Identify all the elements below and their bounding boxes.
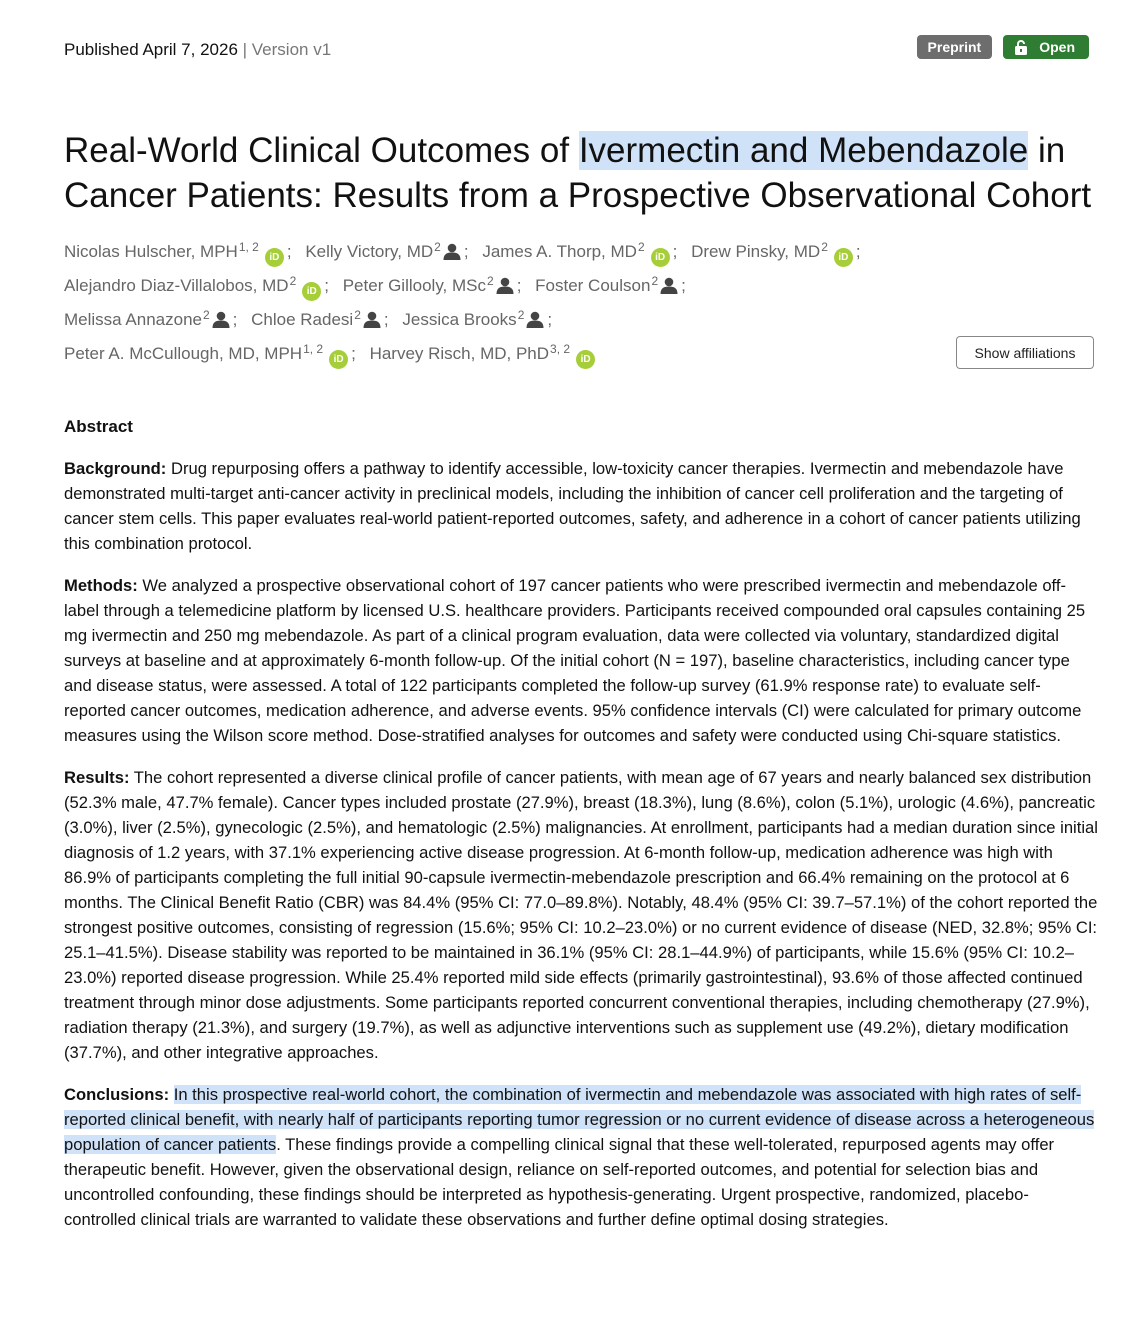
author-separator: ; [351,344,356,363]
preprint-badge-label: Preprint [927,39,982,55]
version-label: Version v1 [251,40,332,59]
author-name[interactable]: Foster Coulson [535,276,651,295]
author-separator: ; [324,276,329,295]
preprint-badge [917,35,993,59]
author[interactable] [535,276,678,295]
title-part-1: Real-World Clinical Outcomes of [64,131,579,170]
background-text: Drug repurposing offers a pathway to identify accessible, low-toxicity cancer therapies. Ivermectin and mebendazole have demonstrated multi-target anti-cancer activity in preclinical models, including the inhibition of cancer cell proliferation and the targeting of cancer stem cells. This paper evaluates real-world patient-reported outcomes, safety, and adherence in a cohort of cancer patients utilizing this combination protocol. [64,459,1081,553]
author[interactable] [305,242,461,261]
methods-text: We analyzed a prospective observational cohort of 197 cancer patients who were prescribed ivermectin and mebendazole off-label through a telemedicine platform by licensed U.S. healthcare providers. Participants received compounded oral capsules containing 25 mg ivermectin and 250 mg mebendazole. As part of a clinical program evaluation, data were collected via voluntary, standardized digital surveys at baseline and at approximately 6-month follow-up. Of the initial cohort (N = 197), baseline characteristics, including cancer type and disease status, were assessed. A total of 122 participants completed the follow-up survey (61.9% response rate) to evaluate self-reported cancer outcomes, medication adherence, and adverse events. 95% confidence intervals (CI) were calculated for primary outcome measures using the Wilson score method. Dose-stratified analyses for outcomes and safety were conducted using Chi-square statistics. [64,576,1086,745]
affiliation-superscript: 2 [517,308,525,322]
affiliation-superscript: 2 [821,240,828,254]
author-name[interactable]: Chloe Radesi [251,310,354,329]
author-list [64,232,944,368]
affiliation-superscript: 2 [434,240,441,254]
author[interactable] [64,344,348,363]
author-separator: ; [516,276,522,295]
author[interactable] [251,310,381,329]
show-affiliations-button[interactable]: Show affiliations [956,336,1094,369]
person-icon[interactable] [363,311,381,328]
version-separator: | [237,40,252,59]
author[interactable] [64,310,230,329]
person-icon[interactable] [212,311,230,328]
affiliation-superscript: 1, 2 [303,342,324,356]
publication-header [64,38,1089,62]
author-name[interactable]: Nicolas Hulscher, MPH [64,242,238,261]
author-name[interactable]: Peter A. McCullough, MD, MPH [64,344,303,363]
conclusions-text: . These findings provide a compelling clinical signal that these well-tolerated, repurposed agents may offer therapeutic benefit. However, given the observational design, reliance on self-reported outcomes, and potential for selection bias and uncontrolled confounding, these findings should be interpreted as hypothesis-generating. Urgent prospective, randomized, placebo-controlled clinical trials are warranted to validate these observations and further define optimal dosing strategies. [64,1135,1055,1229]
affiliation-superscript: 3, 2 [550,342,571,356]
orcid-icon[interactable]: iD [265,248,284,267]
affiliation-superscript: 2 [289,274,297,288]
open-access-badge [1003,35,1089,59]
results-label: Results: [64,768,130,787]
abstract-background [64,456,1098,556]
author-row [64,334,944,368]
results-text: The cohort represented a diverse clinical profile of cancer patients, with mean age of 67 years and nearly balanced sex distribution (52.3% male, 47.7% female). Cancer types included prostate (27.9%), breast (18.3%), lung (8.6%), colon (5.1%), urologic (4.6%), pancreatic (3.0%), liver (2.5%), gynecologic (2.5%), and hematologic (2.5%) malignancies. At enrollment, participants had a median duration since initial diagnosis of 1.2 years, with 37.1% experiencing active disease progression. At 6-month follow-up, medication adherence was high with 86.9% of participants completing the full initial 90-capsule ivermectin-mebendazole prescription and 66.4% remaining on the protocol at 6 months. The Clinical Benefit Ratio (CBR) was 84.4% (95% CI: 77.0–89.8%). Notably, 48.4% (95% CI: 39.7–57.1%) of the cohort reported the strongest positive outcomes, consisting of regression (15.6%; 95% CI: 10.2–23.0%) or no current evidence of disease (NED, 32.8%; 95% CI: 25.1–41.5%). Disease stability was reported to be maintained in 36.1% (95% CI: 28.1–44.9%) of participants, while 15.6% (95% CI: 10.2–23.0%) reported disease progression. While 25.4% reported mild side effects (primarily gastrointestinal), 93.6% of those affected continued treatment through minor dose adjustments. Some participants reported concurrent conventional therapies, including chemotherapy (27.9%), radiation therapy (21.3%), and surgery (19.7%), as well as adjunctive interventions such as supplement use (49.2%), dietary modification (37.7%), and other integrative approaches. [64,768,1098,1062]
author-name[interactable]: Melissa Annazone [64,310,202,329]
affiliation-superscript: 2 [487,274,494,288]
abstract-heading: Abstract [64,417,133,436]
person-icon[interactable] [660,277,678,294]
author[interactable] [64,276,321,295]
author[interactable] [691,242,853,261]
author-row [64,232,944,266]
orcid-icon[interactable]: iD [302,282,321,301]
person-icon[interactable] [496,277,514,294]
author-separator: ; [855,242,861,261]
abstract-body [64,456,1098,1249]
person-icon[interactable] [526,311,544,328]
author[interactable] [402,310,544,329]
abstract-results [64,765,1098,1065]
orcid-icon[interactable]: iD [576,350,595,369]
badges [917,35,1089,59]
author[interactable] [343,276,514,295]
conclusions-label: Conclusions: [64,1085,170,1104]
affiliation-superscript: 1, 2 [238,240,259,254]
affiliation-superscript: 2 [637,240,645,254]
author-name[interactable]: Kelly Victory, MD [305,242,434,261]
author-name[interactable]: Alejandro Diaz-Villalobos, MD [64,276,289,295]
abstract-methods [64,573,1098,748]
author-separator: ; [383,310,389,329]
title-part-2: in Cancer Patients: Results from a Prospective Observational Cohort [64,131,1092,215]
abstract-conclusions [64,1082,1098,1232]
unlock-icon [1015,40,1027,55]
author[interactable] [64,242,284,261]
author-separator: ; [681,276,686,295]
conclusions-highlighted-text: In this prospective real-world cohort, the combination of ivermectin and mebendazole was associated with high rates of self-reported clinical benefit, with nearly half of participants reporting tumor regression or no current evidence of disease across a heterogeneous population of cancer patients [64,1085,1095,1154]
author-separator: ; [286,242,292,261]
open-badge-label: Open [1039,39,1075,55]
orcid-icon[interactable]: iD [329,350,348,369]
person-icon[interactable] [443,243,461,260]
author-separator: ; [547,310,553,329]
author-row [64,266,944,300]
author-name[interactable]: James A. Thorp, MD [482,242,637,261]
author-separator: ; [232,310,238,329]
background-label: Background: [64,459,167,478]
author-row [64,300,944,334]
author-name[interactable]: Peter Gillooly, MSc [342,276,486,295]
orcid-icon[interactable]: iD [834,248,853,267]
orcid-icon[interactable]: iD [651,248,670,267]
publication-info [64,38,331,62]
author-name[interactable]: Harvey Risch, MD, PhD [369,344,550,363]
author[interactable] [482,242,669,261]
methods-label: Methods: [64,576,138,595]
author-separator: ; [672,242,678,261]
author[interactable] [370,344,596,363]
article-title [64,128,1124,218]
author-separator: ; [463,242,469,261]
title-highlighted-text: Ivermectin and Mebendazole [578,131,1029,170]
affiliation-superscript: 2 [651,274,659,288]
author-name[interactable]: Drew Pinsky, MD [691,242,821,261]
author-name[interactable]: Jessica Brooks [402,310,517,329]
published-date: Published April 7, 2026 [64,40,238,59]
affiliation-superscript: 2 [202,308,210,322]
affiliation-superscript: 2 [354,308,361,322]
